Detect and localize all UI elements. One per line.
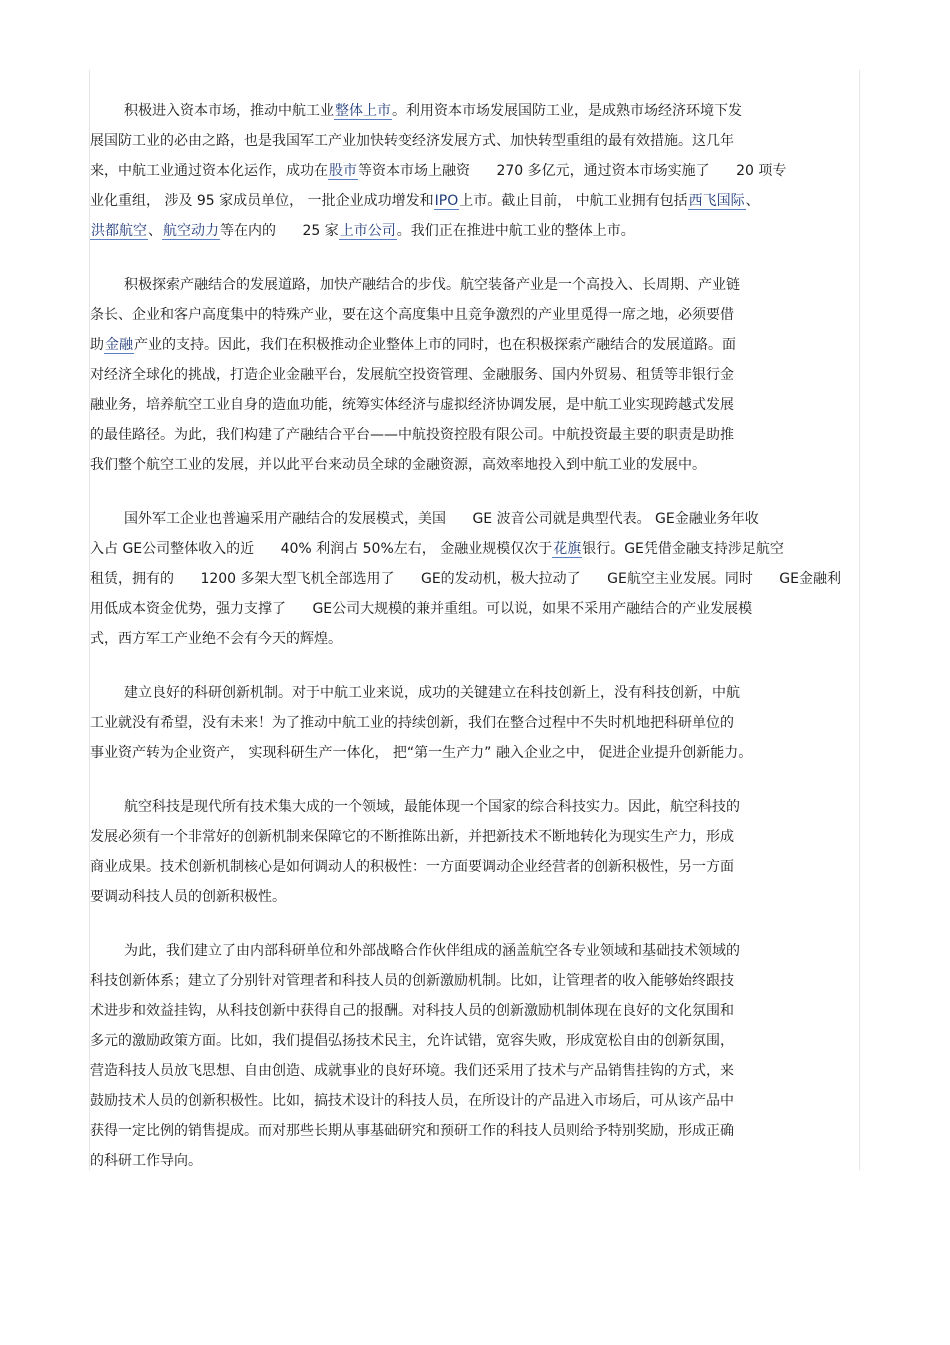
- text-run: 鼓励技术人员的创新积极性。比如，搞技术设计的科技人员，在所设计的产品进入市场后，可从该产品中: [90, 1093, 734, 1109]
- text-line: [90, 300, 860, 330]
- hyperlink[interactable]: 西飞国际: [688, 193, 745, 209]
- text-run: 来，中航工业通过资本化运作，成功在: [90, 163, 328, 179]
- text-run: 等在内的: [220, 223, 276, 239]
- text-run: 展国防工业的必由之路，也是我国军工产业加快转变经济发展方式、加快转型重组的最有效措施。这几年: [90, 133, 734, 149]
- text-run: 、: [745, 193, 760, 209]
- text-run: GE航空主业发展。同时: [602, 571, 753, 587]
- text-run: GE金融利: [774, 571, 841, 587]
- text-run: 金融业规模仅次于: [435, 541, 553, 557]
- text-line: [90, 450, 860, 480]
- text-line: [90, 708, 860, 738]
- hyperlink[interactable]: 金融: [105, 337, 133, 353]
- text-line: [90, 996, 860, 1026]
- text-run: 上市。截止目前，: [459, 193, 572, 209]
- text-run: 事业资产转为企业资产，: [90, 745, 244, 761]
- text-line: [90, 534, 860, 564]
- text-run: 实现科研生产一体化，: [244, 745, 389, 761]
- text-run: 积极探索产融结合的发展道路，加快产融结合的步伐。航空装备产业是一个高投入、长周期、产业链: [124, 277, 740, 293]
- text-line: [90, 678, 860, 708]
- text-line: [90, 822, 860, 852]
- text-run: 270 多亿元，通过资本市场实施了: [492, 163, 710, 179]
- text-run: 中航工业拥有包括: [571, 193, 688, 209]
- text-run: 条长、企业和客户高度集中的特殊产业，要在这个高度集中且竞争激烈的产业里觅得一席之地，必须要借: [90, 307, 734, 323]
- text-run: 银行。GE凭借金融支持涉足航空: [582, 541, 784, 557]
- paragraph: [90, 936, 860, 1176]
- text-run: 式，西方军工产业绝不会有今天的辉煌。: [90, 631, 342, 647]
- text-line: [90, 1026, 860, 1056]
- paragraph: [90, 678, 860, 768]
- text-run: 建立良好的科研创新机制。对于中航工业来说，成功的关键建立在科技创新上，没有科技创新，中航: [124, 685, 740, 701]
- hyperlink[interactable]: 洪都航空: [91, 223, 147, 239]
- text-run: 的科研工作导向。: [90, 1153, 202, 1169]
- document-body: [90, 96, 860, 1200]
- text-run: 商业成果。技术创新机制核心是如何调动人的积极性：一方面要调动企业经营者的创新积极性，另一方面: [90, 859, 734, 875]
- text-line: [90, 330, 860, 360]
- text-run: 20 项专: [731, 163, 787, 179]
- text-run: 多元的激励政策方面。比如，我们提倡弘扬技术民主，允许试错，宽容失败，形成宽松自由的创新氛围，: [90, 1033, 734, 1049]
- text-run: 用低成本资金优势，强力支撑了: [90, 601, 286, 617]
- text-line: [90, 936, 860, 966]
- text-line: [90, 852, 860, 882]
- text-line: [90, 504, 860, 534]
- hyperlink[interactable]: 上市公司: [339, 223, 396, 239]
- text-line: [90, 156, 860, 186]
- text-run: GE金融业务年收: [650, 511, 759, 527]
- text-line: [90, 360, 860, 390]
- text-line: [90, 1146, 860, 1176]
- text-run: 一批企业成功增发和: [303, 193, 434, 209]
- text-line: [90, 1116, 860, 1146]
- paragraph: [90, 504, 860, 654]
- text-run: 入占 GE公司整体收入的近: [90, 541, 255, 557]
- text-run: GE公司大规模的兼并重组。可以说，如果不采用产融结合的产业发展模: [308, 601, 753, 617]
- text-line: [90, 564, 860, 594]
- text-run: 、: [148, 223, 162, 239]
- text-run: GE的发动机，极大拉动了: [416, 571, 581, 587]
- text-line: [90, 126, 860, 156]
- text-run: 的最佳路径。为此，我们构建了产融结合平台——中航投资控股有限公司。中航投资最主要的职责是助推: [90, 427, 734, 443]
- text-line: [90, 594, 860, 624]
- text-run: 融业务，培养航空工业自身的造血功能，统筹实体经济与虚拟经济协调发展，是中航工业实现跨越式发展: [90, 397, 734, 413]
- text-run: 25 家: [298, 223, 339, 239]
- text-run: 对经济全球化的挑战，打造企业金融平台，发展航空投资管理、金融服务、国内外贸易、租赁等非银行金: [90, 367, 734, 383]
- text-run: 。利用资本市场发展国防工业，是成熟市场经济环境下发: [392, 103, 742, 119]
- text-line: [90, 1056, 860, 1086]
- text-line: [90, 96, 860, 126]
- text-run: 租赁，拥有的: [90, 571, 174, 587]
- text-line: [90, 792, 860, 822]
- text-run: 获得一定比例的销售提成。而对那些长期从事基础研究和预研工作的科技人员则给予特别奖励，形成正确: [90, 1123, 734, 1139]
- text-run: 。我们正在推进中航工业的整体上市。: [396, 223, 635, 239]
- text-line: [90, 624, 860, 654]
- text-run: 把“第一生产力” 融入企业之中，: [388, 745, 594, 761]
- hyperlink[interactable]: 花旗: [553, 541, 582, 557]
- text-run: 产业的支持。因此，我们在积极推动企业整体上市的同时，也在积极探索产融结合的发展道路。面: [134, 337, 736, 353]
- paragraph: [90, 270, 860, 480]
- text-run: 等资本市场上融资: [358, 163, 470, 179]
- text-line: [90, 420, 860, 450]
- text-run: 发展必须有一个非常好的创新机制来保障它的不断推陈出新，并把新技术不断地转化为现实生产力，形成: [90, 829, 734, 845]
- text-run: 术进步和效益挂钩，从科技创新中获得自己的报酬。对科技人员的创新激励机制体现在良好的文化氛围和: [90, 1003, 734, 1019]
- paragraph: [90, 96, 860, 246]
- text-line: [90, 1086, 860, 1116]
- text-run: 工业就没有希望，没有未来！为了推动中航工业的持续创新，我们在整合过程中不失时机地把科研单位的: [90, 715, 734, 731]
- text-line: [90, 882, 860, 912]
- text-run: 业化重组，: [90, 193, 160, 209]
- text-run: 1200 多架大型飞机全部选用了: [196, 571, 395, 587]
- text-run: 我们整个航空工业的发展，并以此平台来动员全球的金融资源，高效率地投入到中航工业的发展中。: [90, 457, 706, 473]
- text-run: 为此，我们建立了由内部科研单位和外部战略合作伙伴组成的涵盖航空各专业领域和基础技术领域的: [124, 943, 740, 959]
- hyperlink[interactable]: 航空动力: [163, 223, 219, 239]
- text-line: [90, 390, 860, 420]
- paragraph: [90, 792, 860, 912]
- text-run: 要调动科技人员的创新积极性。: [90, 889, 286, 905]
- text-run: 营造科技人员放飞思想、自由创造、成就事业的良好环境。我们还采用了技术与产品销售挂钩的方式，来: [90, 1063, 734, 1079]
- text-run: 国外军工企业也普遍采用产融结合的发展模式，美国: [124, 511, 446, 527]
- text-run: 促进企业提升创新能力。: [593, 745, 753, 761]
- hyperlink[interactable]: IPO: [434, 193, 459, 209]
- text-line: [90, 186, 860, 216]
- text-run: 科技创新体系；建立了分别针对管理者和科技人员的创新激励机制。比如，让管理者的收入能够始终跟技: [90, 973, 734, 989]
- text-run: 航空科技是现代所有技术集大成的一个领域，最能体现一个国家的综合科技实力。因此，航空科技的: [124, 799, 740, 815]
- text-run: 40% 利润占 50%左右，: [276, 541, 436, 557]
- text-line: [90, 216, 860, 246]
- text-run: 助: [90, 337, 104, 353]
- text-run: GE 波音公司就是典型代表。: [468, 511, 651, 527]
- text-run: 积极进入资本市场，推动中航工业: [124, 103, 334, 119]
- text-line: [90, 966, 860, 996]
- text-line: [90, 270, 860, 300]
- text-run: 涉及 95 家成员单位，: [160, 193, 304, 209]
- hyperlink[interactable]: 整体上市: [335, 103, 391, 119]
- text-line: [90, 738, 860, 768]
- hyperlink[interactable]: 股市: [329, 163, 357, 179]
